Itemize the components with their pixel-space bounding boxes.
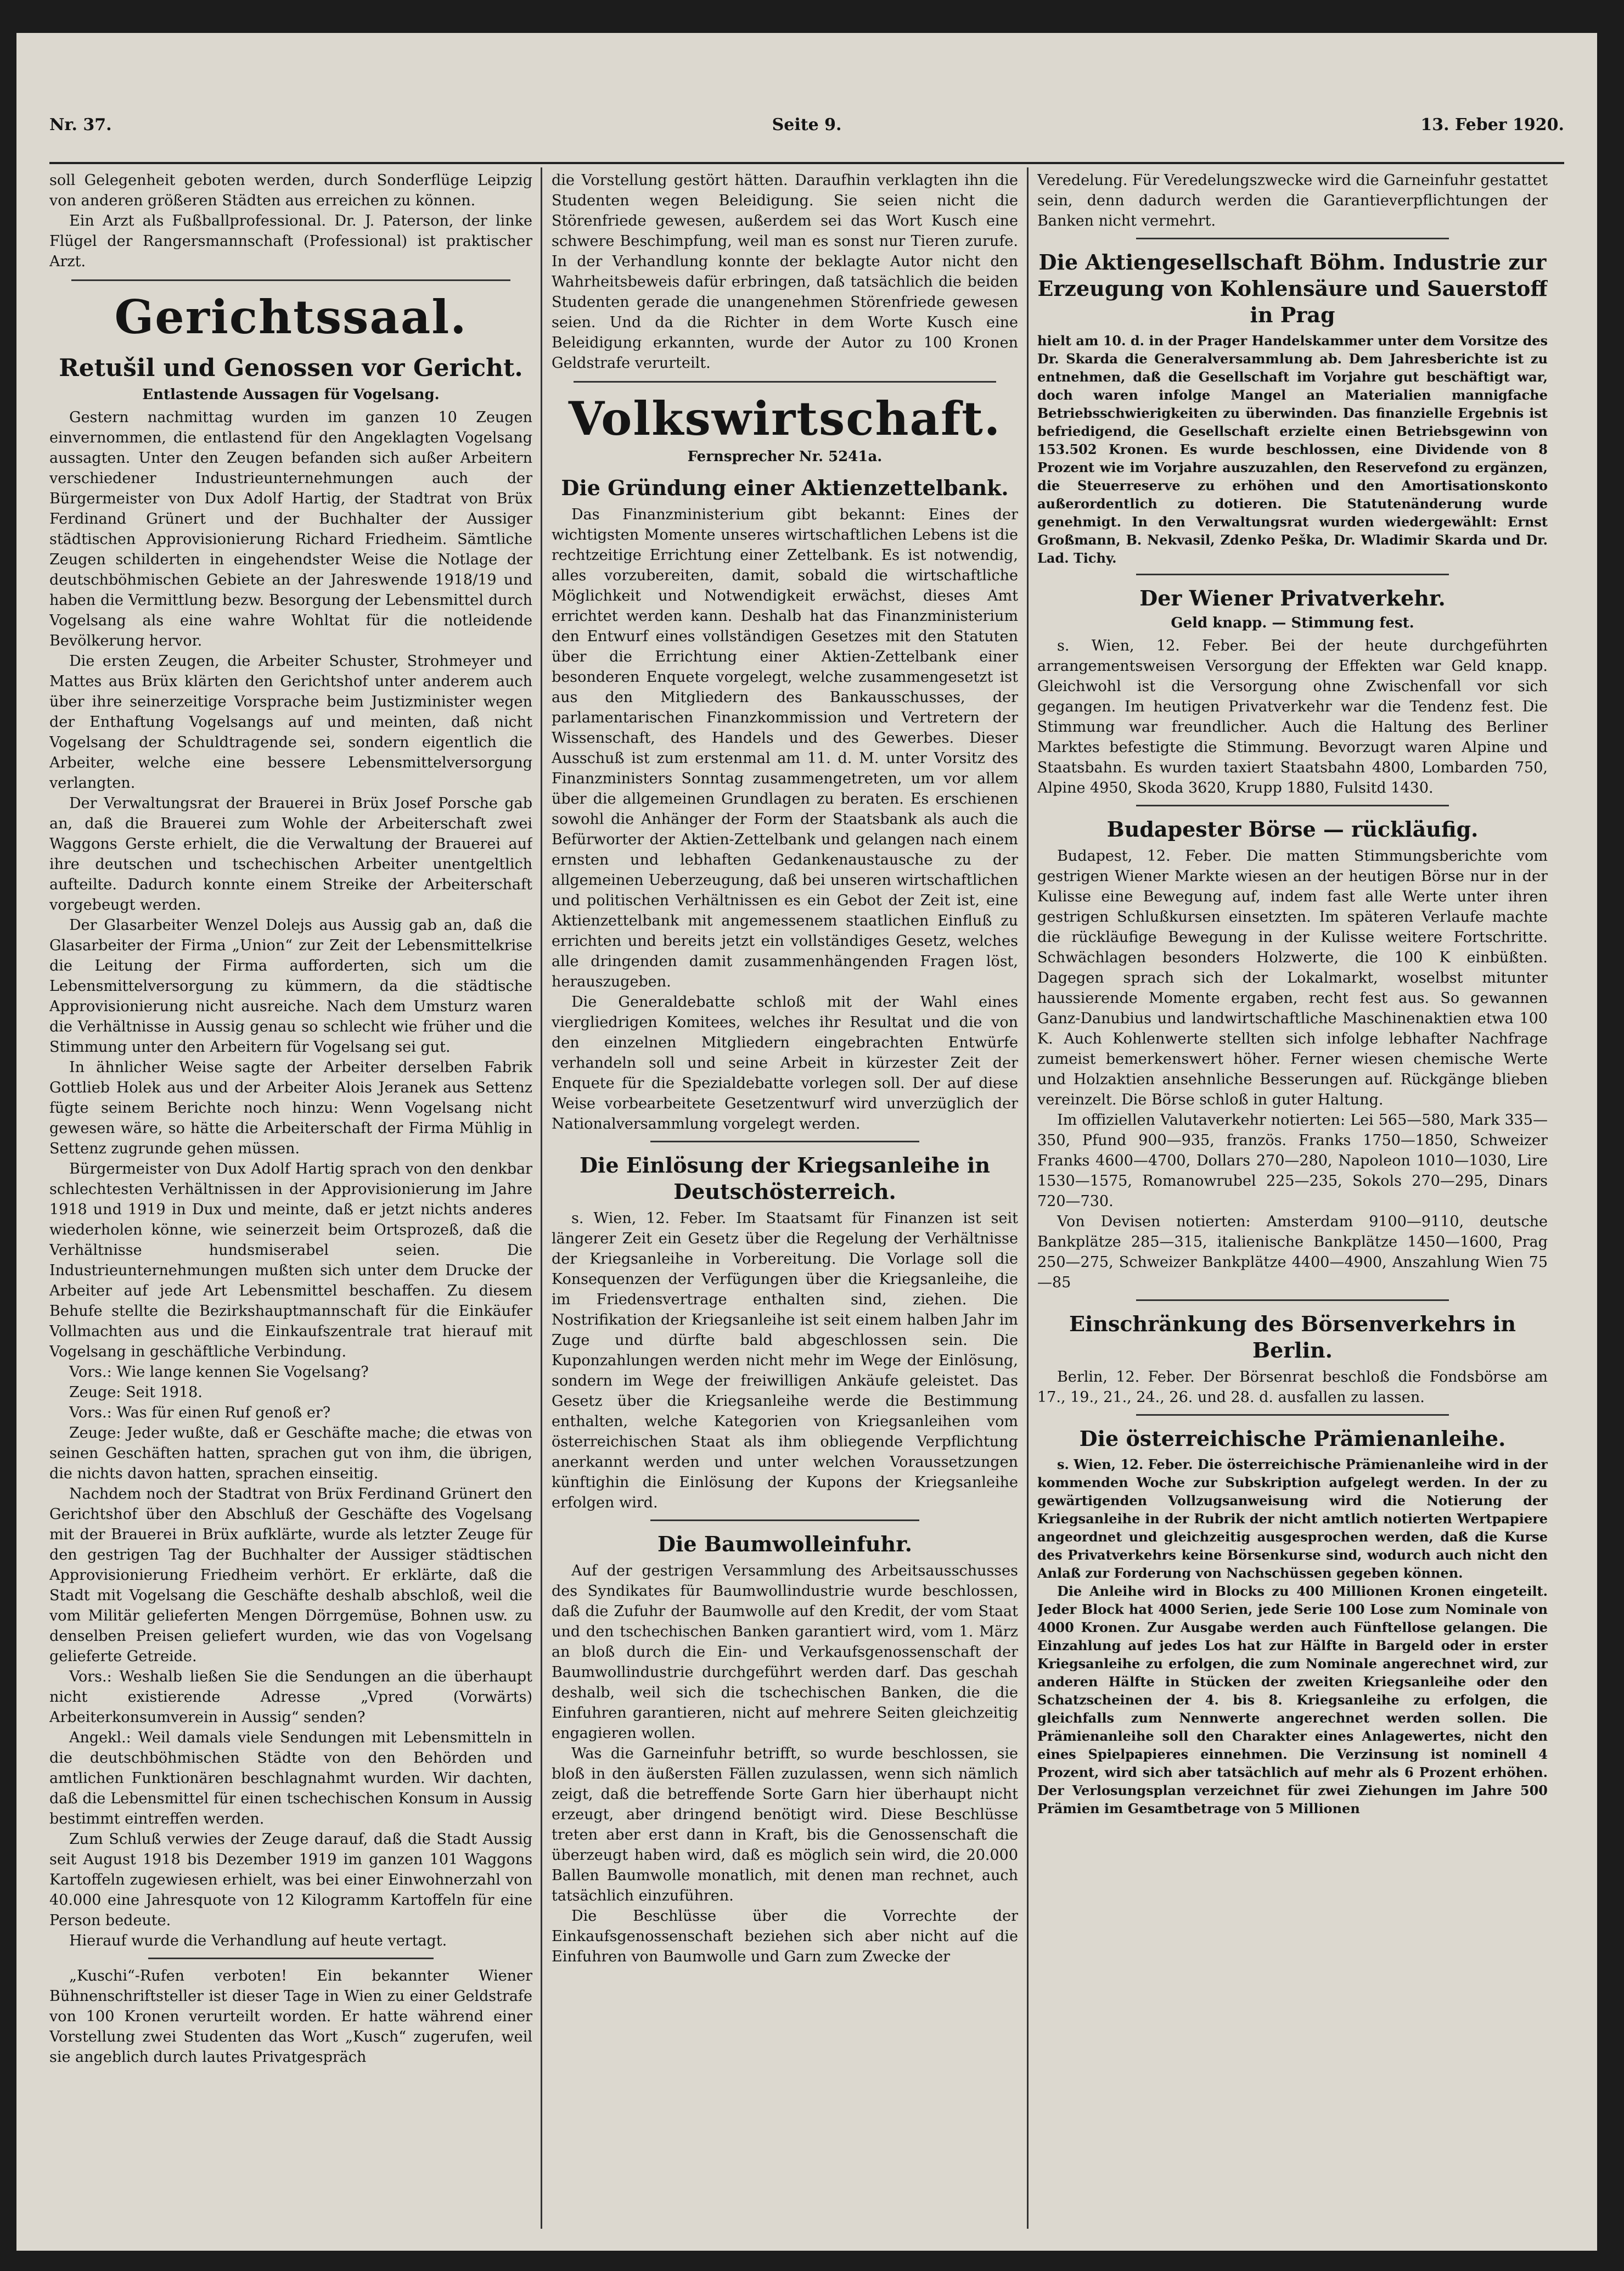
column-2 xyxy=(552,170,1018,2229)
article-paragraph: Zum Schluß verwies der Zeuge darauf, daß die Stadt Aussig seit August 1918 bis Dezember 1919 im ganzen 101 Waggons Kartoffeln zugewiesen erhielt, was bei einer Einwohnerzahl von 40.000 eine Jahresquote von 12 Kilogramm Kartoffeln für eine Person bedeute. xyxy=(49,1831,532,1929)
article-paragraph: Hierauf wurde die Verhandlung auf heute vertagt. xyxy=(69,1932,447,1949)
page-number: Seite 9. xyxy=(772,115,842,134)
issue-date: 13. Feber 1920. xyxy=(1420,115,1564,134)
article-paragraph: Was die Garneinfuhr betrifft, so wurde beschlossen, sie bloß in den äußersten Fällen zuzulassen, wenn sich nämlich zeigt, daß die betreffende Sorte Garn hier überhaupt nicht erzeugt, aber dringend benötigt wird. Diese Beschlüsse treten aber erst dann in Kraft, bis die Genossenschaft die überzeugt haben wird, daß es möglich sein wird, die 20.000 Ballen Baumwolle monatlich, mit denen man rechnet, auch tatsächlich einzuführen. xyxy=(552,1745,1018,1904)
article-title: Die österreichische Prämienanleihe. xyxy=(1079,1426,1506,1451)
article-subtitle: Entlastende Aussagen für Vogelsang. xyxy=(142,386,440,403)
article-paragraph: Berlin, 12. Feber. Der Börsenrat beschloß die Fondsbörse am 17., 19., 21., 24., 26. und 28. d. ausfallen zu lassen. xyxy=(1037,1369,1548,1406)
article-paragraph: s. Wien, 12. Feber. Die österreichische Prämienanleihe wird in der kommenden Woche zur Subskription aufgelegt werden. In der zu gewärtigenden Vollzugsanweisung wird die Notierung der Kriegsanleihe in der Rubrik der nicht amtlich notierten Wertpapiere angeordnet und gleichzeitig ausgesprochen werden, daß die Kurse des Privatverkehrs keine Börsenkurse sind, wodurch auch nicht den Anlaß zur Forderung von Nachschüssen gegeben können. xyxy=(1037,1456,1548,1581)
divider xyxy=(1136,238,1449,239)
divider xyxy=(1136,574,1449,575)
continued-paragraph: die Vorstellung gestört hätten. Daraufhin verklagten ihn die Studenten wegen Beleidigung. Sie seien nicht die Störenfriede gewesen, außerdem sei das Wort Kusch eine schwere Beschimpfung, weil man es sonst nur Tieren zurufe. In der Verhandlung konnte der beklagte Autor nicht den Wahrheitsbeweis dafür erbringen, daß tatsächlich die beiden Studenten gerade die unangenehmen Störenfriede gewesen seien. Und da die Richter in dem Worte Kusch eine Beleidigung erkannten, wurde der Autor zu 100 Kronen Geldstrafe verurteilt. xyxy=(552,172,1018,372)
article-paragraph: In ähnlicher Weise sagte der Arbeiter derselben Fabrik Gottlieb Holek aus und der Arbeiter Alois Jeranek aus Settenz fügte seinem Berichte noch hinzu: Wenn Vogelsang nicht gewesen wäre, so hätte die Arbeiterschaft der Firma Mühlig in Settenz zugrunde gehen müssen. xyxy=(49,1059,532,1157)
article-paragraph: Die ersten Zeugen, die Arbeiter Schuster, Strohmeyer und Mattes aus Brüx klärten den Gerichtshof unter anderem auch über ihre seinerzeitige Vorsprache beim Justizminister wegen der Enthaftung Vogelsangs auf und meinten, daß nicht Vogelsang der Schuldtragende sei, sondern eigentlich die Arbeiter, welche eine bessere Lebensmittelversorgung verlangten. xyxy=(49,653,532,792)
dialog-line: Zeuge: Jeder wußte, daß er Geschäfte mache; die etwas von seinen Geschäften hatten, sprachen gut von ihm, die übrigen, die nichts davon hatten, sprachen einseitig. xyxy=(49,1425,532,1482)
divider xyxy=(650,1141,919,1142)
article-paragraph: s. Wien, 12. Feber. Im Staatsamt für Finanzen ist seit längerer Zeit ein Gesetz über die Regelung der Verhältnisse der Kriegsanleihe in Vorbereitung. Die Vorlage soll die Konsequenzen der Verfügungen über die Kriegsanleihe, die im Friedensvertrage enthalten sind, ziehen. Die Nostrifikation der Kriegsanleihe ist seit einem halben Jahr im Zuge und dürfte bald abgeschlossen sein. Die Kuponzahlungen werden nicht mehr im Wege der Einlösung, sondern im Wege der freiwilligen Ankäufe geleistet. Das Gesetz über die Kriegsanleihe werde die Bestimmung enthalten, welche Kategorien von Kriegsanleihen vom österreichischen Staat als ihm obliegende Verpflichtung anerkannt werden und unter welchen Voraussetzungen künftighin die Einlösung der Kupons der Kriegsanleihe erfolgen wird. xyxy=(552,1210,1018,1511)
article-paragraph: Budapest, 12. Feber. Die matten Stimmungsberichte vom gestrigen Wiener Markte wiesen an der heutigen Börse nur in der Kulisse eine Bewegung auf, indem fast alle Werte unter ihren gestrigen Schlußkursen einsetzten. Im späteren Verlaufe machte die rückläufige Bewegung in der Kulisse weitere Fortschritte. Schwächlagen besonders Holzwerte, die 100 K einbüßten. Dagegen sprach sich der Lokalmarkt, woselbst mitunter haussierende Momente ergaben, recht fest aus. So gewannen Ganz-Danubius und landwirtschaftliche Maschinenaktien etwa 100 K. Auch Kohlenwerte stellten sich infolge lebhafter Nachfrage zumeist bemerkenswert höher. Ferner wiesen chemische Werte und Holzaktien ansehnliche Besserungen auf. Rückgänge blieben vereinzelt. Die Börse schloß in guter Haltung. xyxy=(1037,848,1548,1108)
article-paragraph: Von Devisen notierten: Amsterdam 9100—9110, deutsche Bankplätze 285—315, italienische Bankplätze 1450—1600, Prag 250—275, Schweizer Bankplätze 4400—4900, Anszahlung Wien 75—85 xyxy=(1037,1213,1548,1291)
article-title: Die Einlösung der Kriegsanleihe in Deutschösterreich. xyxy=(579,1153,991,1204)
article-paragraph: Die Generaldebatte schloß mit der Wahl eines viergliedrigen Komitees, welches ihr Resultat und die von den einzelnen Mitgliedern eingebrachten Entwürfe verhandeln soll und seine Arbeit in kürzester Zeit der Enquete für die Spezialdebatte vorlegen soll. Der auf diese Weise vorbearbeitete Gesetzentwurf wird unverzüglich der Nationalversammlung vorgelegt werden. xyxy=(552,994,1018,1132)
column-1 xyxy=(49,170,532,2229)
column-rule-2 xyxy=(1027,167,1029,2229)
dialog-line: Vors.: Wie lange kennen Sie Vogelsang? xyxy=(69,1364,369,1381)
article-paragraph: Die Anleihe wird in Blocks zu 400 Millionen Kronen eingeteilt. Jeder Block hat 4000 Serien, jede Serie 100 Lose zum Nominale von 4000 Kronen. Zur Ausgabe werden auch Fünftellose gelangen. Die Einzahlung auf jedes Los hat zur Hälfte in Bargeld oder in erster Kriegsanleihe zu erfolgen, die zum Nominale angerechnet wird, zur anderen Hälfte in Stücken der zweiten Kriegsanleihe oder den Schatzscheinen der 4. bis 8. Kriegsanleihe zu erfolgen, die gleichfalls zum Nennwerte angerechnet werden sollen. Die Prämienanleihe soll den Charakter eines Anlagewertes, nicht den eines Spielpapieres einnehmen. Die Verzinsung ist nominell 4 Prozent, wird sich aber tatsächlich auf mehr als 6 Prozent erhöhen. Der Verlosungsplan verzeichnet für zwei Ziehungen im Jahre 500 Prämien im Gesamtbetrage von 5 Millionen xyxy=(1037,1583,1548,1816)
article-title: Einschränkung des Börsenverkehrs in Berlin. xyxy=(1069,1311,1516,1362)
article-paragraph: Bürgermeister von Dux Adolf Hartig sprach von den denkbar schlechtesten Verhältnissen in der Approvisionierung im Jahre 1918 und 1919 in Dux und meinte, daß er jetzt nichts anderes wiederholen könne, wie seinerzeit beim Ortsprozeß, daß die Verhältnisse hundsmiserabel seien. Die Industrieunternehmungen mußten sich unter dem Drucke der Arbeiter auf jede Art Lebensmittel beschaffen. Zu diesem Behufe stellte die Bezirkshauptmannschaft für die Einkäufer Vollmachten aus und die Einkaufszentrale trat hierauf mit Vogelsang in geschäftliche Verbindung. xyxy=(49,1160,532,1360)
column-rule-1 xyxy=(541,167,542,2229)
article-paragraph: Angekl.: Weil damals viele Sendungen mit Lebensmitteln in die deutschböhmischen Städte von den Behörden und amtlichen Funktionären beschlagnahmt wurden. Wir dachten, daß die Lebensmittel für einen tschechischen Konsum in Aussig bestimmt eintreffen werden. xyxy=(49,1729,532,1827)
divider xyxy=(650,1519,919,1521)
article-subtitle: Geld knapp. — Stimmung fest. xyxy=(1171,615,1414,631)
article-title: Die Baumwolleinfuhr. xyxy=(658,1532,912,1556)
dialog-line: Vors.: Was für einen Ruf genoß er? xyxy=(69,1404,331,1421)
page-header xyxy=(49,115,1564,154)
article-title: Der Wiener Privatverkehr. xyxy=(1139,586,1446,610)
short-news-paragraph: „Kuschi“-Rufen verboten! Ein bekannter Wiener Bühnenschriftsteller ist dieser Tage in Wien zu einer Geldstrafe von 100 Kronen verurteilt worden. Er hatte während einer Vorstellung zwei Studenten das Wort „Kusch“ zugerufen, weil sie angeblich durch lautes Privatgespräch xyxy=(49,1967,532,2066)
article-title: Die Aktiengesellschaft Böhm. Industrie zur Erzeugung von Kohlensäure und Sauerstoff in Prag xyxy=(1037,250,1548,327)
divider xyxy=(1136,1299,1449,1301)
newspaper-page xyxy=(16,33,1597,2251)
header-rule xyxy=(49,162,1564,164)
continued-paragraph: Veredelung. Für Veredelungszwecke wird die Garneinfuhr gestattet sein, denn dadurch werden die Garantieverpflichtungen der Banken nicht vermehrt. xyxy=(1037,172,1548,229)
article-title: Budapester Börse — rückläufig. xyxy=(1106,817,1479,842)
dialog-line: Zeuge: Seit 1918. xyxy=(69,1384,203,1401)
article-paragraph: Der Verwaltungsrat der Brauerei in Brüx Josef Porsche gab an, daß die Brauerei zum Wohle der Arbeiterschaft zwei Waggons Gerste erhielt, die die Verwaltung der Brauerei auf ihre deutschen und tschechischen Arbeiter unentgeltlich aufteilte. Dadurch konnte einem Streike der Arbeiterschaft vorgebeugt werden. xyxy=(49,795,532,913)
article-paragraph: Gestern nachmittag wurden im ganzen 10 Zeugen einvernommen, die entlastend für den Angeklagten Vogelsang aussagten. Unter den Zeugen befanden sich außer Arbeitern verschiedener Industrieunternehmungen auch der Bürgermeister von Dux Adolf Hartig, der Stadtrat von Brüx Ferdinand Grünert und der Buchhalter der Aussiger städtischen Approvisionierung Richard Friedheim. Sämtliche Zeugen schilderten in eingehendster Weise die Notlage der deutschböhmischen Gebiete an der Jahreswende 1918/19 und haben die Vermittlung bezw. Besorgung der Lebensmittel durch Vogelsang als eine wahre Wohltat für die notleidende Bevölkerung hervor. xyxy=(49,409,532,649)
article-paragraph: Auf der gestrigen Versammlung des Arbeitsausschusses des Syndikates für Baumwollindustrie wurde beschlossen, daß die Zufuhr der Baumwolle auf den Kredit, der vom Staat und den tschechischen Banken garantiert wird, vom 1. März an bloß durch die Ein- und Verkaufsgenossenschaft der Baumwollindustrie durchgeführt werden darf. Das geschah deshalb, weil sich die tschechischen Banken, die die Einfuhren garantieren, nicht auf mehrere Seiten gleichzeitig engagieren wollen. xyxy=(552,1562,1018,1742)
divider xyxy=(1136,805,1449,806)
divider xyxy=(1136,1414,1449,1416)
issue-number: Nr. 37. xyxy=(49,115,112,134)
article-paragraph: s. Wien, 12. Feber. Bei der heute durchgeführten arrangementsweisen Versorgung der Effekten war Geld knapp. Gleichwohl ist die Versorgung ohne Zwischenfall vor sich gegangen. Im heutigen Privatverkehr war die Tendenz fest. Die Stimmung war freundlicher. Auch die Haltung des Berliner Marktes befestigte die Stimmung. Bevorzugt waren Alpine und Staatsbahn. Es wurden taxiert Staatsbahn 4800, Lombarden 750, Alpine 4950, Skoda 3620, Krupp 1880, Fulsitd 1430. xyxy=(1037,637,1548,797)
intro-paragraph: soll Gelegenheit geboten werden, durch Sonderflüge Leipzig von anderen größeren Städten aus erreichen zu können. xyxy=(49,172,532,209)
article-paragraph: Nachdem noch der Stadtrat von Brüx Ferdinand Grünert den Gerichtshof über den Abschluß der Geschäfte des Vogelsang mit der Brauerei in Brüx aufklärte, wurde als letzter Zeuge für den gestrigen Tag der Buchhalter der Aussiger städtischen Approvisionierung Friedheim verhört. Er erklärte, daß die Stadt mit Vogelsang die Geschäfte deshalb abschloß, weil die vom Militär gelieferten Mengen Dörrgemüse, Bohnen usw. zu denselben Preisen geliefert wurden, wie das von Vogelsang gelieferte Getreide. xyxy=(49,1485,532,1665)
divider xyxy=(71,279,510,281)
section-title-volkswirtschaft: Volkswirtschaft. xyxy=(568,391,1002,446)
phone-number: Fernsprecher Nr. 5241a. xyxy=(687,448,883,465)
divider xyxy=(148,1958,434,1959)
article-title: Die Gründung einer Aktienzettelbank. xyxy=(561,475,1009,500)
article-paragraph: Die Beschlüsse über die Vorrechte der Einkaufsgenossenschaft beziehen sich aber nicht auf die Einfuhren von Baumwolle und Garn zum Zwecke der xyxy=(552,1908,1018,1965)
article-paragraph: Das Finanzministerium gibt bekannt: Eines der wichtigsten Momente unseres wirtschaftlichen Lebens ist die rechtzeitige Errichtung einer Zettelbank. Es ist notwendig, alles vorzubereiten, damit, sobald die wirtschaftliche Möglichkeit und Notwendigkeit erwächst, dieses Amt errichtet werden kann. Deshalb hat das Finanzministerium den Entwurf eines vollständigen Gesetzes mit den Statuten über die Errichtung einer Aktien-Zettelbank einer besonderen Enquete vorgelegt, welche zusammengesetzt ist aus den Mitgliedern des Bankausschusses, der parlamentarischen Finanzkommission und Vertretern der Wissenschaft, des Handels und des Gewerbes. Dieser Ausschuß ist zum erstenmal am 11. d. M. unter Vorsitz des Finanzministers Sonntag zusammengetreten, um vor allem über die allgemeinen Grundlagen zu beraten. Es erschienen sowohl die Anhänger der Form der Staatsbank als auch die Befürworter der Aktien-Zettelbank und gelangen nach einem ernsten und lebhaften Gedankenaustausche zu der allgemeinen Ueberzeugung, daß bei unseren wirtschaftlichen und politischen Verhältnissen es ein Gebot der Zeit ist, eine Aktienzettelbank mit angemessenem staatlichen Einfluß zu errichten und bereits jetzt ein vollständiges Gesetz, welches alle dringenden damit zusammenhängenden Fragen löst, herauszugeben. xyxy=(552,506,1018,990)
article-paragraph: Der Glasarbeiter Wenzel Dolejs aus Aussig gab an, daß die Glasarbeiter der Firma „Union“ zur Zeit der Lebensmittelkrise die Leitung der Firma aufforderten, sich um die Lebensmittelversorgung zu kümmern, da die städtische Approvisionierung nicht ausreiche. Nach dem Umsturz waren die Verhältnisse in Aussig genau so schlecht wie früher und die Stimmung unter den Arbeitern für Vogelsang sei gut. xyxy=(49,917,532,1056)
column-3 xyxy=(1037,170,1548,2229)
article-paragraph: Im offiziellen Valutaverkehr notierten: Lei 565—580, Mark 335—350, Pfund 900—935, französ. Franks 1750—1850, Schweizer Franks 4600—4700, Dollars 270—280, Napoleon 1010—1030, Lire 1530—1575, Romanowrubel 225—235, Sokols 270—295, Dinars 720—730. xyxy=(1037,1112,1548,1210)
divider xyxy=(574,381,996,383)
section-title-gerichtssaal: Gerichtssaal. xyxy=(114,290,468,344)
intro-paragraph: Ein Arzt als Fußballprofessional. Dr. J. Paterson, der linke Flügel der Rangersmannschaft (Professional) ist praktischer Arzt. xyxy=(49,212,532,270)
article-paragraph: hielt am 10. d. in der Prager Handelskammer unter dem Vorsitze des Dr. Skarda die Generalversammlung ab. Dem Jahresberichte ist zu entnehmen, daß die Gesellschaft im Vorjahre gut beschäftigt war, doch waren infolge Mangel an Materialien mannigfache Betriebsschwierigkeiten zu überwinden. Das finanzielle Ergebnis ist befriedigend, die Gesellschaft erzielte einen Betriebsgewinn von 153.502 Kronen. Es wurde beschlossen, eine Dividende von 8 Prozent wie im Vorjahre auszuzahlen, den Reservefond zu ergänzen, die Steuerreserve zu erhöhen und den Amortisationskonto außerordentlich zu dotieren. Die Statutenänderung wurde genehmigt. In den Verwaltungsrat wurden wiedergewählt: Ernst Großmann, B. Nekvasil, Zdenko Peška, Dr. Wladimir Skarda und Dr. Lad. Tichy. xyxy=(1037,333,1548,566)
article-title: Retušil und Genossen vor Gericht. xyxy=(59,354,523,382)
article-paragraph: Vors.: Weshalb ließen Sie die Sendungen an die überhaupt nicht existierende Adresse „Vpred (Vorwärts) Arbeiterkonsumverein in Aussig“ senden? xyxy=(49,1668,532,1726)
